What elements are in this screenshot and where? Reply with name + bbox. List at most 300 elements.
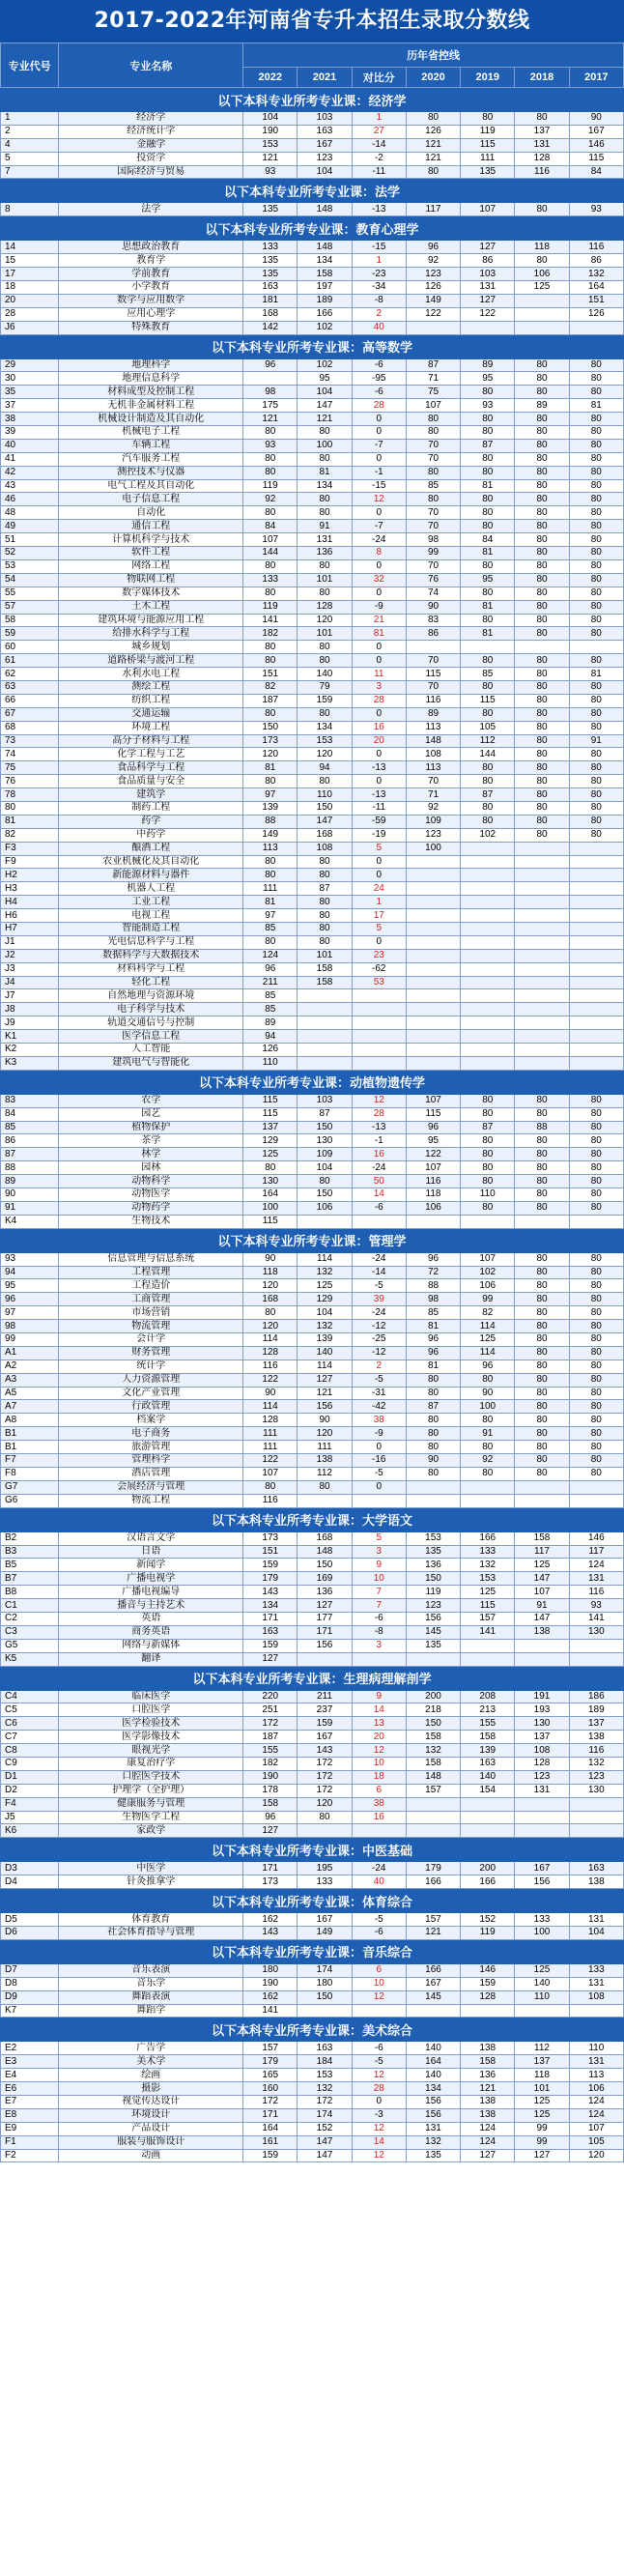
major-code: 57	[1, 600, 59, 614]
major-code: E7	[1, 2096, 59, 2109]
score-diff: 12	[352, 1094, 406, 1107]
score-2021: 143	[298, 1744, 352, 1758]
score-2018: 101	[515, 2082, 569, 2096]
score-2018	[515, 869, 569, 882]
score-2021: 140	[298, 668, 352, 681]
score-2019: 80	[461, 413, 515, 426]
score-2019: 81	[461, 547, 515, 560]
table-row	[1, 1757, 624, 1770]
major-name: 智能制造工程	[59, 922, 243, 935]
score-2020	[406, 1494, 460, 1507]
table-row	[1, 533, 624, 547]
score-2022: 80	[243, 775, 298, 788]
score-2017: 80	[569, 1373, 623, 1387]
score-2022: 182	[243, 627, 298, 641]
score-2017: 116	[569, 1744, 623, 1758]
score-2019: 80	[461, 452, 515, 466]
major-code: 7	[1, 165, 59, 179]
score-2018	[515, 1811, 569, 1824]
score-2020: 118	[406, 1188, 460, 1202]
score-2021: 147	[298, 2149, 352, 2162]
score-2019: 80	[461, 466, 515, 479]
score-2019: 89	[461, 358, 515, 372]
major-name: 化学工程与工艺	[59, 748, 243, 761]
score-2017: 80	[569, 1107, 623, 1121]
major-name: 工程管理	[59, 1266, 243, 1279]
major-code: 46	[1, 493, 59, 506]
major-code: B5	[1, 1559, 59, 1572]
major-name: 中医学	[59, 1862, 243, 1875]
score-2018: 80	[515, 748, 569, 761]
score-2018	[515, 1030, 569, 1044]
score-2021: 166	[298, 307, 352, 321]
major-name: 环境设计	[59, 2108, 243, 2122]
table-row	[1, 1913, 624, 1927]
score-diff: 3	[352, 1545, 406, 1559]
table-row	[1, 1441, 624, 1454]
table-row	[1, 268, 624, 281]
score-diff: 16	[352, 721, 406, 734]
major-name: 信息管理与信息系统	[59, 1252, 243, 1266]
table-row	[1, 654, 624, 668]
score-2019	[461, 896, 515, 909]
score-2019: 146	[461, 1963, 515, 1977]
major-code: D6	[1, 1926, 59, 1939]
table-row	[1, 1717, 624, 1731]
score-diff: 14	[352, 1703, 406, 1717]
major-code: F8	[1, 1467, 59, 1480]
score-2017: 80	[569, 547, 623, 560]
score-2021: 130	[298, 1134, 352, 1148]
score-2021: 80	[298, 1811, 352, 1824]
score-2020: 87	[406, 358, 460, 372]
score-2022: 129	[243, 1134, 298, 1148]
score-diff: 5	[352, 842, 406, 855]
score-2020: 135	[406, 1639, 460, 1652]
score-diff: 0	[352, 1480, 406, 1494]
score-2022: 173	[243, 734, 298, 748]
score-2018: 128	[515, 1757, 569, 1770]
score-2017: 80	[569, 372, 623, 386]
score-2017	[569, 882, 623, 896]
major-name: 工商管理	[59, 1293, 243, 1306]
score-2021: 80	[298, 1175, 352, 1188]
score-2018	[515, 641, 569, 654]
score-2018	[515, 307, 569, 321]
score-diff: 0	[352, 452, 406, 466]
score-diff: 28	[352, 399, 406, 413]
score-2019: 80	[461, 680, 515, 694]
score-2017	[569, 962, 623, 976]
table-row	[1, 2135, 624, 2149]
score-2019: 93	[461, 399, 515, 413]
major-name: 地理科学	[59, 358, 243, 372]
table-row	[1, 1824, 624, 1838]
score-2021: 159	[298, 1717, 352, 1731]
major-name: 经济学	[59, 112, 243, 126]
table-row	[1, 1652, 624, 1666]
score-2021: 102	[298, 321, 352, 334]
table-row	[1, 2082, 624, 2096]
score-2020: 140	[406, 2042, 460, 2055]
major-code: 78	[1, 788, 59, 802]
score-2018: 125	[515, 281, 569, 295]
score-2021: 94	[298, 761, 352, 775]
major-code: K7	[1, 2004, 59, 2018]
score-2020: 80	[406, 1373, 460, 1387]
major-name: 档案学	[59, 1414, 243, 1427]
score-diff: 27	[352, 125, 406, 138]
score-diff: 12	[352, 1990, 406, 2004]
score-2019	[461, 855, 515, 869]
score-2022: 128	[243, 1414, 298, 1427]
major-code: E8	[1, 2108, 59, 2122]
score-2019: 85	[461, 668, 515, 681]
table-row	[1, 452, 624, 466]
score-diff: -12	[352, 1346, 406, 1360]
score-2020	[406, 1016, 460, 1030]
score-2019: 87	[461, 1121, 515, 1134]
table-row	[1, 112, 624, 126]
major-name: 商务英语	[59, 1625, 243, 1639]
score-2018: 128	[515, 152, 569, 165]
table-row	[1, 587, 624, 600]
score-2017: 146	[569, 138, 623, 152]
score-2018	[515, 989, 569, 1003]
score-2017: 86	[569, 254, 623, 268]
major-code: K4	[1, 1215, 59, 1228]
major-name: 动物药学	[59, 1201, 243, 1215]
score-2022: 134	[243, 1599, 298, 1613]
table-row	[1, 761, 624, 775]
table-row	[1, 775, 624, 788]
score-2021: 148	[298, 1545, 352, 1559]
score-2017: 80	[569, 1360, 623, 1373]
table-row	[1, 788, 624, 802]
score-2018: 80	[515, 493, 569, 506]
score-diff: -12	[352, 1320, 406, 1333]
major-code: B7	[1, 1572, 59, 1586]
score-2020: 145	[406, 1990, 460, 2004]
major-name: 农业机械化及其自动化	[59, 855, 243, 869]
major-code: 52	[1, 547, 59, 560]
table-row	[1, 869, 624, 882]
table-row	[1, 1454, 624, 1468]
score-diff: -24	[352, 533, 406, 547]
score-2017	[569, 1811, 623, 1824]
major-name: 电气工程及其自动化	[59, 479, 243, 493]
score-2019	[461, 1016, 515, 1030]
header-group: 历年省控线	[243, 43, 624, 68]
major-name: 制药工程	[59, 801, 243, 815]
table-row	[1, 1134, 624, 1148]
score-2020: 70	[406, 559, 460, 573]
score-2020: 80	[406, 1414, 460, 1427]
score-2017: 80	[569, 680, 623, 694]
score-2021: 150	[298, 1121, 352, 1134]
major-code: 97	[1, 1306, 59, 1320]
major-code: 4	[1, 138, 59, 152]
table-row	[1, 1625, 624, 1639]
score-2019	[461, 1639, 515, 1652]
score-2022: 164	[243, 2122, 298, 2135]
header-year: 2017	[569, 68, 623, 88]
score-2020: 107	[406, 1161, 460, 1175]
score-2019: 128	[461, 1990, 515, 2004]
major-code: 58	[1, 614, 59, 627]
major-name: 酒店管理	[59, 1467, 243, 1480]
section-title: 以下本科专业所考专业课：经济学	[1, 88, 624, 112]
score-2017: 80	[569, 694, 623, 707]
score-2019: 80	[461, 1373, 515, 1387]
score-2019: 122	[461, 307, 515, 321]
table-row	[1, 1148, 624, 1161]
score-2019	[461, 1030, 515, 1044]
major-name: 车辆工程	[59, 439, 243, 452]
score-2020: 80	[406, 413, 460, 426]
score-2020: 200	[406, 1690, 460, 1703]
table-row	[1, 1293, 624, 1306]
major-name: 服装与服饰设计	[59, 2135, 243, 2149]
score-2019	[461, 1494, 515, 1507]
major-code: C4	[1, 1690, 59, 1703]
score-2017: 80	[569, 761, 623, 775]
score-diff: -34	[352, 281, 406, 295]
score-2022: 80	[243, 654, 298, 668]
score-2018	[515, 1797, 569, 1811]
score-2019: 159	[461, 1977, 515, 1990]
major-code: 18	[1, 281, 59, 295]
score-2017: 80	[569, 1320, 623, 1333]
score-2018: 80	[515, 1279, 569, 1293]
score-2021: 211	[298, 1690, 352, 1703]
score-diff: 0	[352, 641, 406, 654]
score-2019: 80	[461, 1175, 515, 1188]
score-diff: 40	[352, 321, 406, 334]
major-code: 28	[1, 307, 59, 321]
score-diff: -7	[352, 439, 406, 452]
score-diff	[352, 1003, 406, 1016]
table-row	[1, 1333, 624, 1347]
score-2017: 120	[569, 2149, 623, 2162]
major-name: 广播电视编导	[59, 1586, 243, 1599]
score-2020: 123	[406, 268, 460, 281]
major-name: 土木工程	[59, 600, 243, 614]
major-name: 工业工程	[59, 896, 243, 909]
score-2018: 80	[515, 1134, 569, 1148]
score-2021	[298, 1003, 352, 1016]
score-2018: 80	[515, 520, 569, 533]
score-2017: 110	[569, 2042, 623, 2055]
score-2017	[569, 1639, 623, 1652]
table-row	[1, 294, 624, 307]
score-2017: 131	[569, 1572, 623, 1586]
score-2019: 102	[461, 828, 515, 842]
score-2019	[461, 882, 515, 896]
score-2019: 112	[461, 734, 515, 748]
score-2019	[461, 1056, 515, 1070]
major-code: A7	[1, 1400, 59, 1414]
score-2022: 179	[243, 2055, 298, 2069]
score-2017: 80	[569, 1333, 623, 1347]
table-row	[1, 801, 624, 815]
table-row	[1, 1744, 624, 1758]
score-2018: 80	[515, 1252, 569, 1266]
score-2021: 90	[298, 1414, 352, 1427]
score-2019: 213	[461, 1703, 515, 1717]
score-2019: 80	[461, 614, 515, 627]
major-code: 66	[1, 694, 59, 707]
score-2018: 91	[515, 1599, 569, 1613]
major-name: 茶学	[59, 1134, 243, 1148]
score-2020	[406, 935, 460, 949]
score-2018: 80	[515, 559, 569, 573]
table-row	[1, 721, 624, 734]
table-row	[1, 896, 624, 909]
table-row	[1, 1797, 624, 1811]
table-body	[1, 88, 624, 2162]
score-2022: 190	[243, 1770, 298, 1784]
score-2022: 80	[243, 1480, 298, 1494]
major-code: 37	[1, 399, 59, 413]
table-row	[1, 815, 624, 828]
score-2018: 80	[515, 1107, 569, 1121]
table-row	[1, 909, 624, 923]
score-2022: 120	[243, 1320, 298, 1333]
major-code: 74	[1, 748, 59, 761]
major-name: 轻化工程	[59, 976, 243, 989]
table-row	[1, 882, 624, 896]
score-2018: 80	[515, 1414, 569, 1427]
score-diff: -24	[352, 1161, 406, 1175]
header-name: 专业名称	[59, 43, 243, 88]
score-2018: 80	[515, 1373, 569, 1387]
table-header	[1, 43, 624, 88]
score-2018	[515, 855, 569, 869]
major-code: C6	[1, 1717, 59, 1731]
score-diff: 0	[352, 2096, 406, 2109]
score-2018: 80	[515, 1094, 569, 1107]
score-2017: 80	[569, 1121, 623, 1134]
score-2021: 112	[298, 1467, 352, 1480]
score-2019: 80	[461, 1161, 515, 1175]
score-diff: -15	[352, 479, 406, 493]
major-code: F9	[1, 855, 59, 869]
score-2022: 120	[243, 748, 298, 761]
score-2021: 87	[298, 882, 352, 896]
table-row	[1, 1690, 624, 1703]
major-name: 健康服务与管理	[59, 1797, 243, 1811]
major-code: J8	[1, 1003, 59, 1016]
score-2020: 126	[406, 281, 460, 295]
major-code: 14	[1, 241, 59, 254]
table-row	[1, 386, 624, 399]
major-name: 机械设计制造及其自动化	[59, 413, 243, 426]
score-2022: 116	[243, 1494, 298, 1507]
score-2022: 144	[243, 547, 298, 560]
score-2021: 109	[298, 1148, 352, 1161]
score-2018: 80	[515, 358, 569, 372]
section-header	[1, 1666, 624, 1690]
score-diff: 0	[352, 426, 406, 440]
score-2022: 118	[243, 1266, 298, 1279]
score-2020: 98	[406, 533, 460, 547]
major-name: 材料成型及控制工程	[59, 386, 243, 399]
score-2021: 147	[298, 2135, 352, 2149]
score-2019	[461, 842, 515, 855]
score-2019: 100	[461, 1400, 515, 1414]
score-2017: 126	[569, 307, 623, 321]
score-2018	[515, 1016, 569, 1030]
score-2017: 80	[569, 1346, 623, 1360]
major-name: 网络工程	[59, 559, 243, 573]
score-2022: 121	[243, 152, 298, 165]
major-code: F2	[1, 2149, 59, 2162]
major-name: 食品质量与安全	[59, 775, 243, 788]
score-2020: 80	[406, 426, 460, 440]
score-2021: 120	[298, 614, 352, 627]
score-2019: 80	[461, 520, 515, 533]
major-name: 林学	[59, 1148, 243, 1161]
score-2020: 95	[406, 1134, 460, 1148]
score-2022	[243, 372, 298, 386]
score-2017	[569, 909, 623, 923]
score-2021: 80	[298, 506, 352, 520]
table-row	[1, 165, 624, 179]
score-diff: 6	[352, 1963, 406, 1977]
score-2017: 108	[569, 1990, 623, 2004]
score-2018: 80	[515, 386, 569, 399]
score-2020: 132	[406, 1744, 460, 1758]
score-2018: 118	[515, 2069, 569, 2082]
score-2019: 111	[461, 152, 515, 165]
score-2019	[461, 1003, 515, 1016]
score-2020: 148	[406, 1770, 460, 1784]
score-2019: 95	[461, 573, 515, 587]
score-2022: 80	[243, 466, 298, 479]
score-2021: 136	[298, 547, 352, 560]
table-row	[1, 614, 624, 627]
score-2019: 80	[461, 1107, 515, 1121]
header-code: 专业代号	[1, 43, 59, 88]
score-2020: 166	[406, 1875, 460, 1889]
score-2022: 127	[243, 1824, 298, 1838]
table-row	[1, 600, 624, 614]
score-2018: 127	[515, 2149, 569, 2162]
score-2018	[515, 976, 569, 989]
major-name: 物流工程	[59, 1494, 243, 1507]
score-2018: 167	[515, 1862, 569, 1875]
score-2022: 180	[243, 1963, 298, 1977]
score-2021: 121	[298, 1387, 352, 1400]
score-2017	[569, 1652, 623, 1666]
score-2020: 88	[406, 1279, 460, 1293]
major-name: 高分子材料与工程	[59, 734, 243, 748]
score-2019: 166	[461, 1531, 515, 1545]
score-2021	[298, 989, 352, 1003]
score-diff: -59	[352, 815, 406, 828]
score-2021: 134	[298, 254, 352, 268]
score-2022: 120	[243, 1279, 298, 1293]
score-2021: 80	[298, 641, 352, 654]
score-2017: 138	[569, 1731, 623, 1744]
score-2017: 80	[569, 1161, 623, 1175]
score-2018: 125	[515, 2108, 569, 2122]
score-2020: 80	[406, 1427, 460, 1441]
score-2018: 80	[515, 815, 569, 828]
score-diff: 12	[352, 2122, 406, 2135]
score-2017: 124	[569, 2108, 623, 2122]
